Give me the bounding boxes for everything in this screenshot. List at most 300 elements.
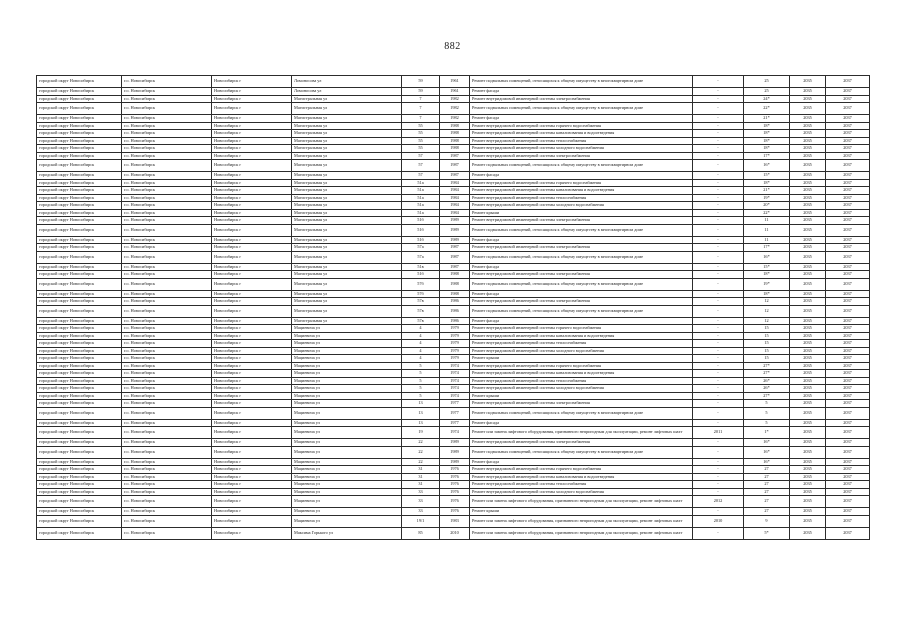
year-built-cell: 1989	[440, 439, 470, 447]
last-repair-year-cell: -	[693, 305, 744, 317]
street-cell: Мациевича ул	[292, 347, 402, 355]
start-year-cell: 2035	[790, 419, 826, 427]
district-cell: г.о. Новосибирск	[122, 527, 212, 539]
district-cell: г.о. Новосибирск	[122, 271, 212, 279]
district-cell: г.о. Новосибирск	[122, 446, 212, 458]
municipality-cell: городской округ Новосибирск	[37, 400, 122, 408]
start-year-cell: 2035	[790, 236, 826, 244]
municipality-cell: городской округ Новосибирск	[37, 325, 122, 333]
work-type-cell: Ремонт внутридомовой инженерной системы электроснабжения	[470, 95, 693, 103]
start-year-cell: 2035	[790, 172, 826, 180]
city-cell: Новосибирск г	[212, 496, 292, 508]
table-row	[37, 263, 870, 271]
work-type-cell: Ремонт крыши	[470, 355, 693, 363]
municipality-cell: городской округ Новосибирск	[37, 187, 122, 195]
city-cell: Новосибирск г	[212, 400, 292, 408]
last-repair-year-cell: -	[693, 202, 744, 210]
start-year-cell: 2035	[790, 427, 826, 439]
city-cell: Новосибирск г	[212, 488, 292, 496]
street-cell: Магистральная ул	[292, 251, 402, 263]
table-row	[37, 332, 870, 340]
table-row	[37, 325, 870, 333]
municipality-cell: городской округ Новосибирск	[37, 481, 122, 489]
house-number-cell: 4	[402, 347, 440, 355]
last-repair-year-cell: -	[693, 194, 744, 202]
table-row	[37, 340, 870, 348]
end-year-cell: 2037	[826, 305, 870, 317]
table-row	[37, 305, 870, 317]
street-cell: Ломоносова ул	[292, 88, 402, 96]
table-row	[37, 419, 870, 427]
district-cell: г.о. Новосибирск	[122, 263, 212, 271]
street-cell: Магистральная ул	[292, 160, 402, 172]
year-built-cell: 1987	[440, 172, 470, 180]
district-cell: г.о. Новосибирск	[122, 95, 212, 103]
work-type-cell: Ремонт крыши	[470, 508, 693, 516]
wear-percent-cell: 5	[744, 400, 790, 408]
district-cell: г.о. Новосибирск	[122, 103, 212, 115]
district-cell: г.о. Новосибирск	[122, 172, 212, 180]
table-row	[37, 347, 870, 355]
work-type-cell: Ремонт фасада	[470, 458, 693, 466]
city-cell: Новосибирск г	[212, 317, 292, 325]
house-number-cell: 5	[402, 392, 440, 400]
table-row	[37, 179, 870, 187]
year-built-cell: 1984	[440, 194, 470, 202]
city-cell: Новосибирск г	[212, 137, 292, 145]
work-type-cell: Ремонт внутридомовой инженерной системы горячего водоснабжения	[470, 362, 693, 370]
last-repair-year-cell: -	[693, 362, 744, 370]
work-type-cell: Ремонт внутридомовой инженерной системы канализования и водоотведения	[470, 187, 693, 195]
last-repair-year-cell: -	[693, 347, 744, 355]
end-year-cell: 2037	[826, 332, 870, 340]
year-built-cell: 1974	[440, 427, 470, 439]
table-row	[37, 88, 870, 96]
city-cell: Новосибирск г	[212, 236, 292, 244]
work-type-cell: Ремонт или замена лифтового оборудования, признанного непригодным для эксплуатации, ремонт лифтовых шахт	[470, 496, 693, 508]
end-year-cell: 2037	[826, 95, 870, 103]
table-row	[37, 202, 870, 210]
street-cell: Магистральная ул	[292, 244, 402, 252]
municipality-cell: городской округ Новосибирск	[37, 290, 122, 298]
city-cell: Новосибирск г	[212, 179, 292, 187]
end-year-cell: 2037	[826, 400, 870, 408]
end-year-cell: 2037	[826, 244, 870, 252]
district-cell: г.о. Новосибирск	[122, 194, 212, 202]
city-cell: Новосибирск г	[212, 115, 292, 123]
house-number-cell: 4	[402, 355, 440, 363]
house-number-cell: 4	[402, 340, 440, 348]
work-type-cell: Ремонт фасада	[470, 263, 693, 271]
work-type-cell: Ремонт подвальных помещений, относящихся к общему имуществу в многоквартирном доме	[470, 407, 693, 419]
municipality-cell: городской округ Новосибирск	[37, 115, 122, 123]
table-body	[37, 76, 870, 540]
municipality-cell: городской округ Новосибирск	[37, 145, 122, 153]
end-year-cell: 2037	[826, 278, 870, 290]
municipality-cell: городской округ Новосибирск	[37, 427, 122, 439]
last-repair-year-cell: -	[693, 187, 744, 195]
end-year-cell: 2037	[826, 130, 870, 138]
work-type-cell: Ремонт внутридомовой инженерной системы электроснабжения	[470, 439, 693, 447]
table-row	[37, 392, 870, 400]
wear-percent-cell: 12	[744, 317, 790, 325]
municipality-cell: городской округ Новосибирск	[37, 122, 122, 130]
wear-percent-cell: 18*	[744, 137, 790, 145]
municipality-cell: городской округ Новосибирск	[37, 458, 122, 466]
municipality-cell: городской округ Новосибирск	[37, 88, 122, 96]
house-number-cell: 55	[402, 122, 440, 130]
street-cell: Мациевича ул	[292, 392, 402, 400]
work-type-cell: Ремонт подвальных помещений, относящихся к общему имуществу в многоквартирном доме	[470, 160, 693, 172]
wear-percent-cell: 22*	[744, 103, 790, 115]
table-row	[37, 244, 870, 252]
start-year-cell: 2035	[790, 145, 826, 153]
start-year-cell: 2035	[790, 298, 826, 306]
street-cell: Мациевича ул	[292, 508, 402, 516]
start-year-cell: 2035	[790, 305, 826, 317]
end-year-cell: 2037	[826, 392, 870, 400]
municipality-cell: городской округ Новосибирск	[37, 179, 122, 187]
city-cell: Новосибирск г	[212, 187, 292, 195]
house-number-cell: 7	[402, 115, 440, 123]
district-cell: г.о. Новосибирск	[122, 251, 212, 263]
last-repair-year-cell: -	[693, 466, 744, 474]
year-built-cell: 1984	[440, 202, 470, 210]
street-cell: Магистральная ул	[292, 224, 402, 236]
district-cell: г.о. Новосибирск	[122, 508, 212, 516]
start-year-cell: 2035	[790, 209, 826, 217]
start-year-cell: 2035	[790, 392, 826, 400]
work-type-cell: Ремонт подвальных помещений, относящихся к общему имуществу в многоквартирном доме	[470, 224, 693, 236]
municipality-cell: городской округ Новосибирск	[37, 251, 122, 263]
district-cell: г.о. Новосибирск	[122, 466, 212, 474]
house-number-cell: 31	[402, 481, 440, 489]
district-cell: г.о. Новосибирск	[122, 187, 212, 195]
year-built-cell: 1988	[440, 145, 470, 153]
district-cell: г.о. Новосибирск	[122, 122, 212, 130]
last-repair-year-cell: -	[693, 317, 744, 325]
last-repair-year-cell: -	[693, 122, 744, 130]
city-cell: Новосибирск г	[212, 194, 292, 202]
table-row	[37, 278, 870, 290]
municipality-cell: городской округ Новосибирск	[37, 419, 122, 427]
last-repair-year-cell: -	[693, 145, 744, 153]
street-cell: Магистральная ул	[292, 145, 402, 153]
work-type-cell: Ремонт внутридомовой инженерной системы канализования и водоотведения	[470, 370, 693, 378]
street-cell: Магистральная ул	[292, 194, 402, 202]
district-cell: г.о. Новосибирск	[122, 217, 212, 225]
start-year-cell: 2035	[790, 115, 826, 123]
work-type-cell: Ремонт внутридомовой инженерной системы электроснабжения	[470, 152, 693, 160]
district-cell: г.о. Новосибирск	[122, 515, 212, 527]
year-built-cell: 1976	[440, 508, 470, 516]
table-row	[37, 473, 870, 481]
district-cell: г.о. Новосибирск	[122, 244, 212, 252]
work-type-cell: Ремонт подвальных помещений, относящихся к общему имуществу в многоквартирном доме	[470, 305, 693, 317]
district-cell: г.о. Новосибирск	[122, 481, 212, 489]
house-number-cell: 13	[402, 419, 440, 427]
municipality-cell: городской округ Новосибирск	[37, 271, 122, 279]
end-year-cell: 2037	[826, 439, 870, 447]
house-number-cell: 55	[402, 145, 440, 153]
year-built-cell: 1989	[440, 217, 470, 225]
table-row	[37, 236, 870, 244]
table-row	[37, 145, 870, 153]
year-built-cell: 1979	[440, 347, 470, 355]
wear-percent-cell: 21*	[744, 187, 790, 195]
municipality-cell: городской округ Новосибирск	[37, 209, 122, 217]
municipality-cell: городской округ Новосибирск	[37, 370, 122, 378]
work-type-cell: Ремонт внутридомовой инженерной системы электроснабжения	[470, 217, 693, 225]
work-type-cell: Ремонт фасада	[470, 115, 693, 123]
work-type-cell: Ремонт внутридомовой инженерной системы холодного водоснабжения	[470, 347, 693, 355]
end-year-cell: 2037	[826, 152, 870, 160]
table-row	[37, 481, 870, 489]
work-type-cell: Ремонт внутридомовой инженерной системы канализования и водоотведения	[470, 473, 693, 481]
district-cell: г.о. Новосибирск	[122, 305, 212, 317]
street-cell: Мациевича ул	[292, 419, 402, 427]
end-year-cell: 2037	[826, 263, 870, 271]
table-row	[37, 508, 870, 516]
city-cell: Новосибирск г	[212, 263, 292, 271]
street-cell: Мациевича ул	[292, 446, 402, 458]
year-built-cell: 1988	[440, 271, 470, 279]
municipality-cell: городской округ Новосибирск	[37, 385, 122, 393]
street-cell: Ломоносова ул	[292, 76, 402, 88]
start-year-cell: 2035	[790, 439, 826, 447]
municipality-cell: городской округ Новосибирск	[37, 362, 122, 370]
last-repair-year-cell: -	[693, 160, 744, 172]
house-number-cell: 13	[402, 407, 440, 419]
street-cell: Магистральная ул	[292, 317, 402, 325]
start-year-cell: 2035	[790, 95, 826, 103]
street-cell: Мациевича ул	[292, 458, 402, 466]
year-built-cell: 1979	[440, 325, 470, 333]
end-year-cell: 2037	[826, 419, 870, 427]
city-cell: Новосибирск г	[212, 439, 292, 447]
start-year-cell: 2035	[790, 488, 826, 496]
house-number-cell: 57в	[402, 317, 440, 325]
end-year-cell: 2037	[826, 496, 870, 508]
wear-percent-cell: 5*	[744, 527, 790, 539]
city-cell: Новосибирск г	[212, 224, 292, 236]
year-built-cell: 1976	[440, 481, 470, 489]
work-type-cell: Ремонт внутридомовой инженерной системы теплоснабжения	[470, 340, 693, 348]
wear-percent-cell: 5	[744, 407, 790, 419]
municipality-cell: городской округ Новосибирск	[37, 263, 122, 271]
table-row	[37, 377, 870, 385]
city-cell: Новосибирск г	[212, 466, 292, 474]
work-type-cell: Ремонт фасада	[470, 88, 693, 96]
start-year-cell: 2035	[790, 160, 826, 172]
last-repair-year-cell: -	[693, 458, 744, 466]
table-row	[37, 458, 870, 466]
street-cell: Магистральная ул	[292, 137, 402, 145]
end-year-cell: 2037	[826, 236, 870, 244]
start-year-cell: 2035	[790, 122, 826, 130]
district-cell: г.о. Новосибирск	[122, 407, 212, 419]
city-cell: Новосибирск г	[212, 209, 292, 217]
wear-percent-cell: 16*	[744, 160, 790, 172]
table-row	[37, 515, 870, 527]
end-year-cell: 2037	[826, 217, 870, 225]
end-year-cell: 2037	[826, 325, 870, 333]
work-type-cell: Ремонт внутридомовой инженерной системы теплоснабжения	[470, 194, 693, 202]
municipality-cell: городской округ Новосибирск	[37, 473, 122, 481]
wear-percent-cell: 27	[744, 488, 790, 496]
table-row	[37, 152, 870, 160]
street-cell: Мациевича ул	[292, 473, 402, 481]
wear-percent-cell: 15*	[744, 263, 790, 271]
municipality-cell: городской округ Новосибирск	[37, 392, 122, 400]
work-type-cell: Ремонт внутридомовой инженерной системы электроснабжения	[470, 244, 693, 252]
end-year-cell: 2037	[826, 515, 870, 527]
wear-percent-cell: 27	[744, 496, 790, 508]
last-repair-year-cell: -	[693, 508, 744, 516]
end-year-cell: 2037	[826, 355, 870, 363]
city-cell: Новосибирск г	[212, 527, 292, 539]
work-type-cell: Ремонт внутридомовой инженерной системы теплоснабжения	[470, 137, 693, 145]
year-built-cell: 1976	[440, 488, 470, 496]
municipality-cell: городской округ Новосибирск	[37, 305, 122, 317]
wear-percent-cell: 17*	[744, 152, 790, 160]
work-type-cell: Ремонт подвальных помещений, относящихся к общему имуществу в многоквартирном доме	[470, 446, 693, 458]
city-cell: Новосибирск г	[212, 481, 292, 489]
wear-percent-cell: 11	[744, 224, 790, 236]
table-row	[37, 370, 870, 378]
city-cell: Новосибирск г	[212, 419, 292, 427]
wear-percent-cell: 5	[744, 419, 790, 427]
street-cell: Мациевича ул	[292, 362, 402, 370]
table-row	[37, 439, 870, 447]
city-cell: Новосибирск г	[212, 251, 292, 263]
end-year-cell: 2037	[826, 317, 870, 325]
wear-percent-cell: 27*	[744, 362, 790, 370]
house-number-cell: 19	[402, 427, 440, 439]
district-cell: г.о. Новосибирск	[122, 179, 212, 187]
house-number-cell: 51а	[402, 179, 440, 187]
house-number-cell: 55	[402, 130, 440, 138]
year-built-cell: 1988	[440, 130, 470, 138]
municipality-cell: городской округ Новосибирск	[37, 172, 122, 180]
start-year-cell: 2035	[790, 340, 826, 348]
street-cell: Магистральная ул	[292, 305, 402, 317]
district-cell: г.о. Новосибирск	[122, 355, 212, 363]
city-cell: Новосибирск г	[212, 392, 292, 400]
wear-percent-cell: 24*	[744, 95, 790, 103]
street-cell: Мациевича ул	[292, 481, 402, 489]
year-built-cell: 1987	[440, 152, 470, 160]
last-repair-year-cell: -	[693, 446, 744, 458]
work-type-cell: Ремонт внутридомовой инженерной системы горячего водоснабжения	[470, 122, 693, 130]
municipality-cell: городской округ Новосибирск	[37, 407, 122, 419]
start-year-cell: 2035	[790, 224, 826, 236]
end-year-cell: 2037	[826, 145, 870, 153]
house-number-cell: 33	[402, 508, 440, 516]
last-repair-year-cell: -	[693, 130, 744, 138]
start-year-cell: 2035	[790, 377, 826, 385]
work-type-cell: Ремонт внутридомовой инженерной системы канализования и водоотведения	[470, 332, 693, 340]
table-row	[37, 76, 870, 88]
wear-percent-cell: 18*	[744, 130, 790, 138]
municipality-cell: городской округ Новосибирск	[37, 347, 122, 355]
end-year-cell: 2037	[826, 172, 870, 180]
municipality-cell: городской округ Новосибирск	[37, 488, 122, 496]
house-number-cell: 51б	[402, 271, 440, 279]
street-cell: Магистральная ул	[292, 236, 402, 244]
table-row	[37, 362, 870, 370]
municipality-cell: городской округ Новосибирск	[37, 217, 122, 225]
district-cell: г.о. Новосибирск	[122, 362, 212, 370]
city-cell: Новосибирск г	[212, 130, 292, 138]
wear-percent-cell: 16*	[744, 439, 790, 447]
city-cell: Новосибирск г	[212, 473, 292, 481]
city-cell: Новосибирск г	[212, 152, 292, 160]
end-year-cell: 2037	[826, 187, 870, 195]
street-cell: Мациевича ул	[292, 439, 402, 447]
wear-percent-cell: 15	[744, 325, 790, 333]
district-cell: г.о. Новосибирск	[122, 370, 212, 378]
start-year-cell: 2035	[790, 446, 826, 458]
city-cell: Новосибирск г	[212, 325, 292, 333]
work-type-cell: Ремонт или замена лифтового оборудования, признанного непригодным для эксплуатации, ремонт лифтовых шахт	[470, 527, 693, 539]
district-cell: г.о. Новосибирск	[122, 202, 212, 210]
year-built-cell: 1974	[440, 377, 470, 385]
district-cell: г.о. Новосибирск	[122, 488, 212, 496]
street-cell: Мациевича ул	[292, 496, 402, 508]
wear-percent-cell: 19*	[744, 194, 790, 202]
table-row	[37, 496, 870, 508]
last-repair-year-cell: -	[693, 332, 744, 340]
end-year-cell: 2037	[826, 377, 870, 385]
street-cell: Мациевича ул	[292, 355, 402, 363]
end-year-cell: 2037	[826, 122, 870, 130]
street-cell: Магистральная ул	[292, 152, 402, 160]
wear-percent-cell: 18*	[744, 271, 790, 279]
district-cell: г.о. Новосибирск	[122, 377, 212, 385]
table-row	[37, 427, 870, 439]
street-cell: Магистральная ул	[292, 298, 402, 306]
street-cell: Магистральная ул	[292, 278, 402, 290]
last-repair-year-cell: -	[693, 88, 744, 96]
last-repair-year-cell: -	[693, 392, 744, 400]
wear-percent-cell: 11	[744, 236, 790, 244]
street-cell: Магистральная ул	[292, 172, 402, 180]
last-repair-year-cell: -	[693, 290, 744, 298]
start-year-cell: 2035	[790, 244, 826, 252]
work-type-cell: Ремонт фасада	[470, 317, 693, 325]
last-repair-year-cell: -	[693, 271, 744, 279]
municipality-cell: городской округ Новосибирск	[37, 202, 122, 210]
page-number: 882	[444, 41, 461, 52]
wear-percent-cell: 12	[744, 298, 790, 306]
year-built-cell: 1976	[440, 466, 470, 474]
year-built-cell: 1979	[440, 340, 470, 348]
street-cell: Магистральная ул	[292, 217, 402, 225]
work-type-cell: Ремонт внутридомовой инженерной системы холодного водоснабжения	[470, 385, 693, 393]
municipality-cell: городской округ Новосибирск	[37, 466, 122, 474]
house-number-cell: 4	[402, 325, 440, 333]
start-year-cell: 2035	[790, 263, 826, 271]
street-cell: Мациевича ул	[292, 332, 402, 340]
wear-percent-cell: 15	[744, 332, 790, 340]
end-year-cell: 2037	[826, 103, 870, 115]
table-row	[37, 122, 870, 130]
year-built-cell: 1984	[440, 187, 470, 195]
street-cell: Мациевича ул	[292, 427, 402, 439]
table-row	[37, 130, 870, 138]
last-repair-year-cell: -	[693, 407, 744, 419]
